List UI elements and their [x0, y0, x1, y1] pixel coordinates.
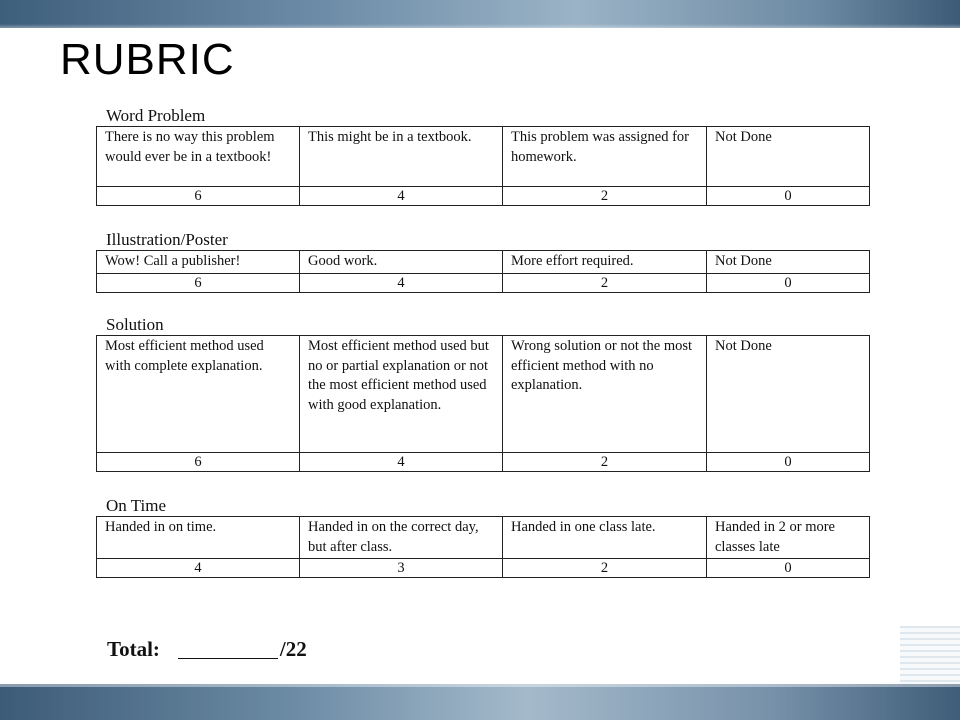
score-cell: 0	[707, 273, 870, 292]
descriptor-cell: There is no way this problem would ever be in a textbook!	[97, 127, 300, 187]
score-cell: 3	[300, 559, 503, 578]
score-cell: 6	[97, 273, 300, 292]
rubric-document	[86, 100, 904, 684]
score-cell: 4	[97, 559, 300, 578]
score-cell: 0	[707, 187, 870, 206]
descriptor-cell: Good work.	[300, 251, 503, 274]
descriptor-cell: Not Done	[707, 336, 870, 453]
descriptor-cell: Not Done	[707, 251, 870, 274]
descriptor-row	[97, 517, 870, 559]
score-cell: 6	[97, 453, 300, 472]
descriptor-cell: Not Done	[707, 127, 870, 187]
score-cell: 0	[707, 453, 870, 472]
rubric-section-on-time	[96, 496, 869, 578]
rubric-table	[96, 516, 870, 578]
rubric-table	[96, 335, 870, 472]
bottom-banner	[0, 684, 960, 720]
corner-decoration	[900, 626, 960, 684]
descriptor-row	[97, 251, 870, 274]
score-row	[97, 559, 870, 578]
score-cell: 2	[503, 187, 707, 206]
rubric-table	[96, 126, 870, 206]
top-banner	[0, 0, 960, 28]
total-blank-line	[178, 638, 278, 659]
score-row	[97, 187, 870, 206]
descriptor-cell: Handed in on the correct day, but after class.	[300, 517, 503, 559]
descriptor-cell: This might be in a textbook.	[300, 127, 503, 187]
section-title: Solution	[106, 315, 164, 334]
rubric-section-illustration-poster	[96, 230, 869, 293]
slide-title: RUBRIC	[60, 35, 235, 84]
score-cell: 2	[503, 559, 707, 578]
rubric-section-solution	[96, 315, 869, 472]
descriptor-cell: Most efficient method used but no or partial explanation or not the most efficient method used with good explanation.	[300, 336, 503, 453]
descriptor-cell: This problem was assigned for homework.	[503, 127, 707, 187]
descriptor-cell: Wrong solution or not the most efficient method with no explanation.	[503, 336, 707, 453]
descriptor-cell: Wow! Call a publisher!	[97, 251, 300, 274]
score-cell: 2	[503, 453, 707, 472]
score-row	[97, 453, 870, 472]
total-label: Total:	[107, 637, 160, 661]
score-cell: 4	[300, 453, 503, 472]
section-title: Word Problem	[106, 106, 206, 125]
score-row	[97, 273, 870, 292]
rubric-table	[96, 250, 870, 293]
descriptor-cell: Handed in one class late.	[503, 517, 707, 559]
section-title: On Time	[106, 496, 166, 515]
score-cell: 4	[300, 187, 503, 206]
descriptor-cell: More effort required.	[503, 251, 707, 274]
descriptor-cell: Handed in on time.	[97, 517, 300, 559]
score-cell: 0	[707, 559, 870, 578]
section-title: Illustration/Poster	[106, 230, 228, 249]
total-line	[107, 637, 307, 662]
score-cell: 4	[300, 273, 503, 292]
rubric-section-word-problem	[96, 106, 869, 206]
descriptor-row	[97, 336, 870, 453]
descriptor-row	[97, 127, 870, 187]
descriptor-cell: Handed in 2 or more classes late	[707, 517, 870, 559]
descriptor-cell: Most efficient method used with complete explanation.	[97, 336, 300, 453]
score-cell: 2	[503, 273, 707, 292]
score-cell: 6	[97, 187, 300, 206]
total-max: /22	[279, 637, 307, 661]
